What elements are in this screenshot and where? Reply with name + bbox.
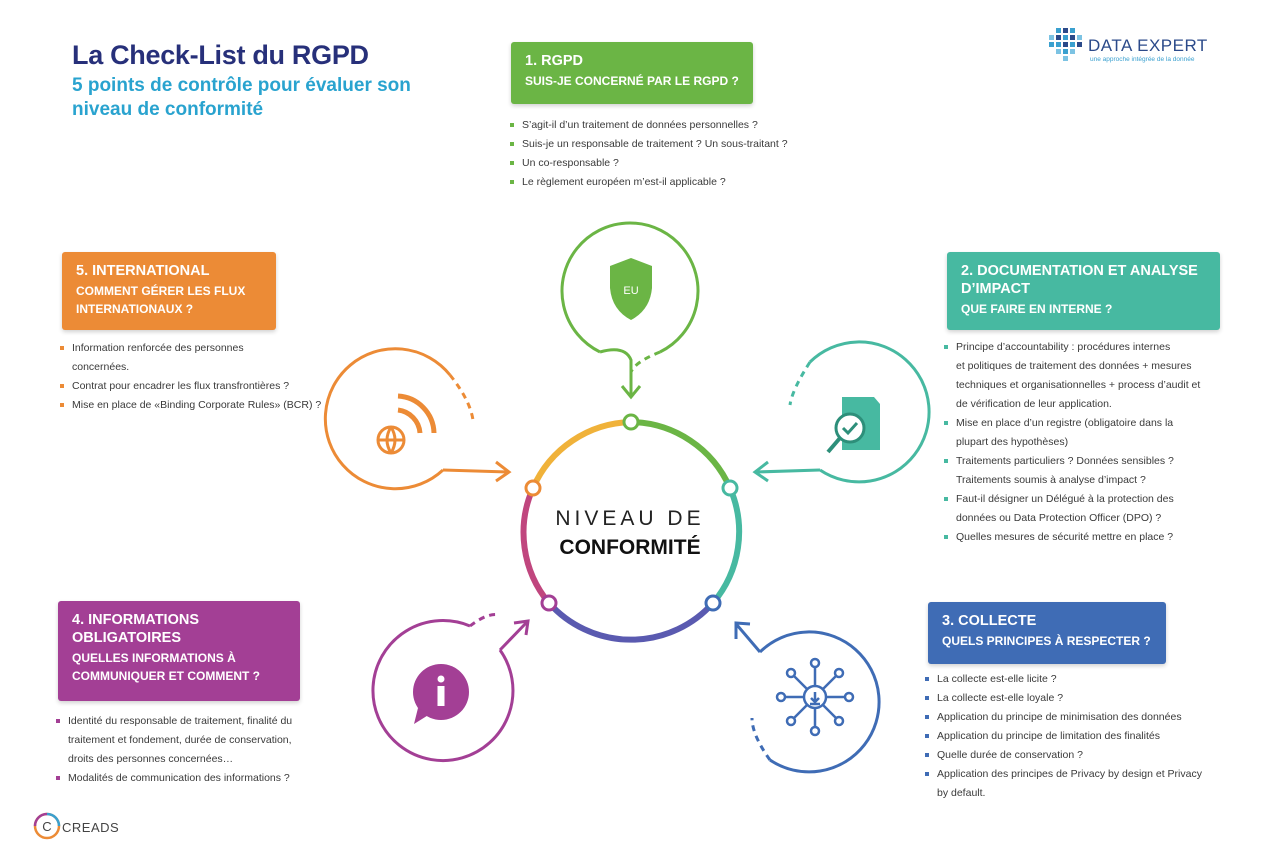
rgpd-subheading: SUIS-JE CONCERNÉ PAR LE RGPD ?: [525, 74, 739, 88]
rgpd-icon-label: EU: [623, 285, 639, 297]
documentation-heading-line2: D’IMPACT: [961, 281, 1031, 297]
documentation-heading-line1: 2. DOCUMENTATION ET ANALYSE: [961, 263, 1198, 279]
rgpd-heading: 1. RGPD: [525, 53, 584, 69]
page-subtitle: 5 points de contrôle pour évaluer son niveau de conformité: [72, 75, 411, 120]
list-item: La collecte est-elle licite ?: [923, 670, 1202, 689]
collecte-subheading: QUELS PRINCIPES À RESPECTER ?: [942, 634, 1151, 648]
international-subheading-line1: COMMENT GÉRER LES FLUX: [76, 284, 246, 298]
ring-node-international: [526, 481, 540, 495]
list-item: Information renforcée des personnes: [58, 339, 321, 358]
international-subheading-line2: INTERNATIONAUX ?: [76, 302, 194, 316]
list-item: Faut-il désigner un Délégué à la protection des: [942, 490, 1200, 509]
list-item: Un co-responsable ?: [508, 154, 788, 173]
list-item-continuation: données ou Data Protection Officer (DPO) ?: [956, 512, 1162, 524]
list-item: Le règlement européen m’est-il applicable ?: [508, 173, 788, 192]
list-item: S’agit-il d’un traitement de données personnelles ?: [508, 116, 788, 135]
informations-subheading-line2: COMMUNIQUER ET COMMENT ?: [72, 669, 260, 683]
informations-subheading-line1: QUELLES INFORMATIONS À: [72, 651, 236, 665]
list-item-continuation: by default.: [937, 787, 986, 799]
informations-heading-line1: 4. INFORMATIONS: [72, 612, 200, 628]
informations-heading-line2: OBLIGATOIRES: [72, 630, 182, 646]
network-hub-icon: [777, 659, 853, 735]
brand-name: DATA EXPERT: [1088, 36, 1208, 55]
list-item: Modalités de communication des informations ?: [54, 769, 292, 788]
international-heading: 5. INTERNATIONAL: [76, 263, 210, 279]
list-item-continuation: et politiques de traitement des données + mesures: [956, 360, 1192, 372]
list-item: Application des principes de Privacy by design et Privacy: [923, 765, 1202, 784]
creads-brand: CREADS: [62, 820, 120, 835]
list-item-continuation: traitement et fondement, durée de conservation,: [68, 734, 292, 746]
ring-segment-collecte: [549, 603, 713, 640]
list-item-continuation: Traitements soumis à analyse d’impact ?: [956, 474, 1146, 486]
list-item: Identité du responsable de traitement, finalité du: [54, 712, 292, 731]
list-item: Traitements particuliers ? Données sensibles ?: [942, 452, 1200, 471]
ring-node-documentation: [723, 481, 737, 495]
list-item: Mise en place d’un registre (obligatoire dans la: [942, 414, 1200, 433]
ring-segment-international: [533, 422, 631, 488]
list-item-continuation: plupart des hypothèses): [956, 436, 1069, 448]
list-item: Suis-je un responsable de traitement ? Un sous-traitant ?: [508, 135, 788, 154]
list-item-continuation: de vérification de leur application.: [956, 398, 1112, 410]
international-satellite: [325, 349, 509, 489]
list-item: La collecte est-elle loyale ?: [923, 689, 1202, 708]
list-item-text: concernées.: [72, 361, 130, 373]
center-label-line1: NIVEAU DE: [555, 507, 705, 530]
creads-logo-letter: C: [42, 819, 52, 834]
list-item-continuation: techniques et organisationnelles + process d’audit et: [956, 379, 1201, 391]
brand-tagline: une approche intégrée de la donnée: [1090, 56, 1195, 63]
list-item: Application du principe de limitation des finalités: [923, 727, 1202, 746]
informations-satellite: [373, 614, 528, 760]
ring-node-rgpd: [624, 415, 638, 429]
list-item: Quelles mesures de sécurité mettre en place ?: [942, 528, 1200, 547]
list-item: Application du principe de minimisation des données: [923, 708, 1202, 727]
list-item-continuation: droits des personnes concernées…: [68, 753, 234, 765]
list-item: Mise en place de «Binding Corporate Rules» (BCR) ?: [58, 396, 321, 415]
page-title: La Check-List du RGPD: [72, 40, 369, 70]
ring-segment-rgpd: [631, 422, 730, 488]
list-item: Principe d’accountability : procédures internes: [942, 338, 1200, 357]
ring-node-collecte: [706, 596, 720, 610]
documentation-subheading: QUE FAIRE EN INTERNE ?: [961, 302, 1113, 316]
ring-node-informations: [542, 596, 556, 610]
list-item: Contrat pour encadrer les flux transfrontières ?: [58, 377, 321, 396]
collecte-heading: 3. COLLECTE: [942, 613, 1037, 629]
magnifier-icon: [828, 438, 840, 452]
list-item: Quelle durée de conservation ?: [923, 746, 1202, 765]
documentation-satellite: [755, 342, 929, 482]
rgpd-satellite: [562, 223, 698, 397]
collecte-satellite: [736, 623, 879, 772]
wifi-signal-icon: [398, 396, 434, 433]
center-label-line2: CONFORMITÉ: [559, 536, 701, 559]
